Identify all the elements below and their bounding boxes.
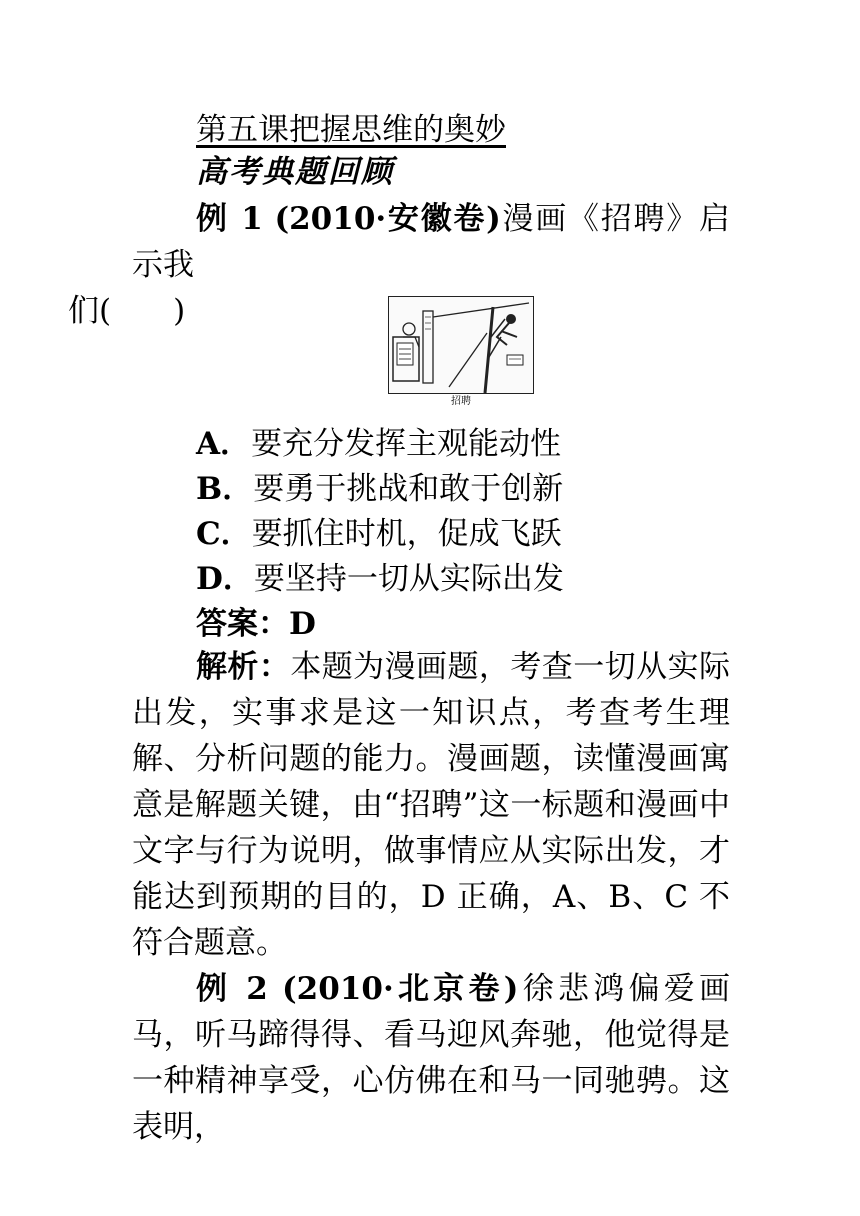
- option-b-text: 要勇于挑战和敢于创新: [253, 471, 564, 507]
- cartoon-drawing: [389, 297, 534, 394]
- example2-source: (2010·北京卷): [282, 971, 519, 1007]
- option-c: [196, 514, 562, 554]
- option-d-key: D．: [196, 561, 254, 597]
- example1-stem-line1: 漫画《招聘》启示我: [132, 201, 730, 283]
- option-b: [196, 469, 563, 509]
- option-a-key: A．: [196, 426, 252, 462]
- example1-label: 例 1: [196, 201, 263, 237]
- example2-stem: [132, 966, 730, 1150]
- analysis-text: 本题为漫画题，考查一切从实际出发，实事求是这一知识点，考查考生理解、分析问题的能力。漫画题，读懂漫画寓意是解题关键，由“招聘”这一标题和漫画中文字与行为说明，做事情应从实际出发，才能达到预期的目的，D 正确，A、B、C 不符合题意。: [132, 649, 730, 961]
- option-b-key: B．: [196, 471, 254, 507]
- answer-value: D: [289, 606, 316, 642]
- example2-text: 徐悲鸿偏爱画马，听马蹄得得、看马迎风奔驰，他觉得是一种精神享受，心仿佛在和马一同驰骋。这表明，: [132, 971, 730, 1145]
- option-a-text: 要充分发挥主观能动性: [251, 426, 562, 462]
- option-c-key: C．: [196, 516, 252, 552]
- answer-label: 答案：: [196, 606, 289, 642]
- lesson-title: 第五课把握思维的奥妙: [196, 112, 506, 148]
- answer: [196, 604, 316, 644]
- cartoon-image: [388, 296, 534, 394]
- example1-source: (2010·安徽卷): [274, 201, 501, 237]
- section-title: 高考典题回顾: [196, 154, 394, 190]
- cartoon-caption: 招聘: [451, 396, 471, 407]
- analysis: [132, 644, 730, 966]
- option-c-text: 要抓住时机，促成飞跃: [251, 516, 562, 552]
- option-a: [196, 424, 561, 464]
- option-d-text: 要坚持一切从实际出发: [253, 561, 564, 597]
- example1-stem-line2: 们( ): [68, 293, 186, 329]
- option-d: [196, 559, 564, 599]
- example2-label: 例 2: [196, 971, 268, 1007]
- analysis-label: 解析：: [196, 649, 291, 685]
